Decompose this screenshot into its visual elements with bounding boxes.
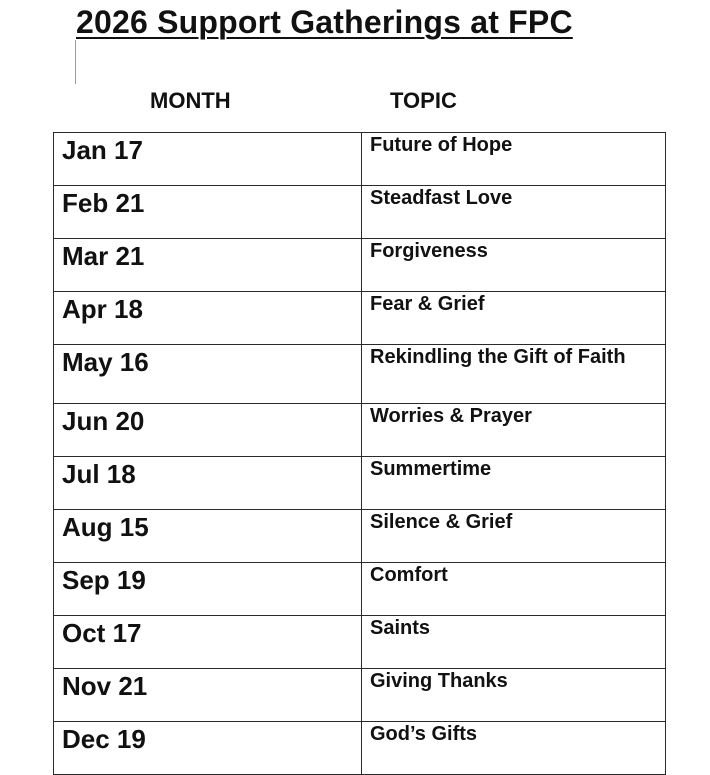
- table-row: [54, 616, 666, 669]
- month-cell: Aug 15: [54, 510, 362, 563]
- month-cell: Nov 21: [54, 669, 362, 722]
- month-cell: Sep 19: [54, 563, 362, 616]
- table-row: [54, 457, 666, 510]
- schedule-table: [53, 132, 666, 775]
- month-cell: Jul 18: [54, 457, 362, 510]
- table-row: [54, 563, 666, 616]
- topic-cell: Silence & Grief: [362, 510, 666, 563]
- topic-cell: Future of Hope: [362, 133, 666, 186]
- column-header-month: MONTH: [150, 88, 231, 113]
- month-cell: Apr 18: [54, 292, 362, 345]
- month-cell: Mar 21: [54, 239, 362, 292]
- month-cell: Jan 17: [54, 133, 362, 186]
- month-cell: Jun 20: [54, 404, 362, 457]
- column-header-topic: TOPIC: [390, 88, 457, 113]
- month-cell: Feb 21: [54, 186, 362, 239]
- topic-cell: God’s Gifts: [362, 722, 666, 775]
- month-cell: Oct 17: [54, 616, 362, 669]
- month-cell: May 16: [54, 345, 362, 404]
- table-row: [54, 239, 666, 292]
- topic-cell: Summertime: [362, 457, 666, 510]
- topic-cell: Worries & Prayer: [362, 404, 666, 457]
- topic-cell: Rekindling the Gift of Faith: [362, 345, 666, 404]
- table-row: [54, 722, 666, 775]
- table-row: [54, 669, 666, 722]
- table-row: [54, 133, 666, 186]
- topic-cell: Forgiveness: [362, 239, 666, 292]
- table-row: [54, 510, 666, 563]
- month-cell: Dec 19: [54, 722, 362, 775]
- table-row: [54, 292, 666, 345]
- topic-cell: Saints: [362, 616, 666, 669]
- topic-cell: Giving Thanks: [362, 669, 666, 722]
- page-title: 2026 Support Gatherings at FPC: [76, 4, 573, 40]
- topic-cell: Comfort: [362, 563, 666, 616]
- topic-cell: Fear & Grief: [362, 292, 666, 345]
- topic-cell: Steadfast Love: [362, 186, 666, 239]
- table-row: [54, 404, 666, 457]
- table-row: [54, 345, 666, 404]
- divider-line: [75, 40, 76, 84]
- table-row: [54, 186, 666, 239]
